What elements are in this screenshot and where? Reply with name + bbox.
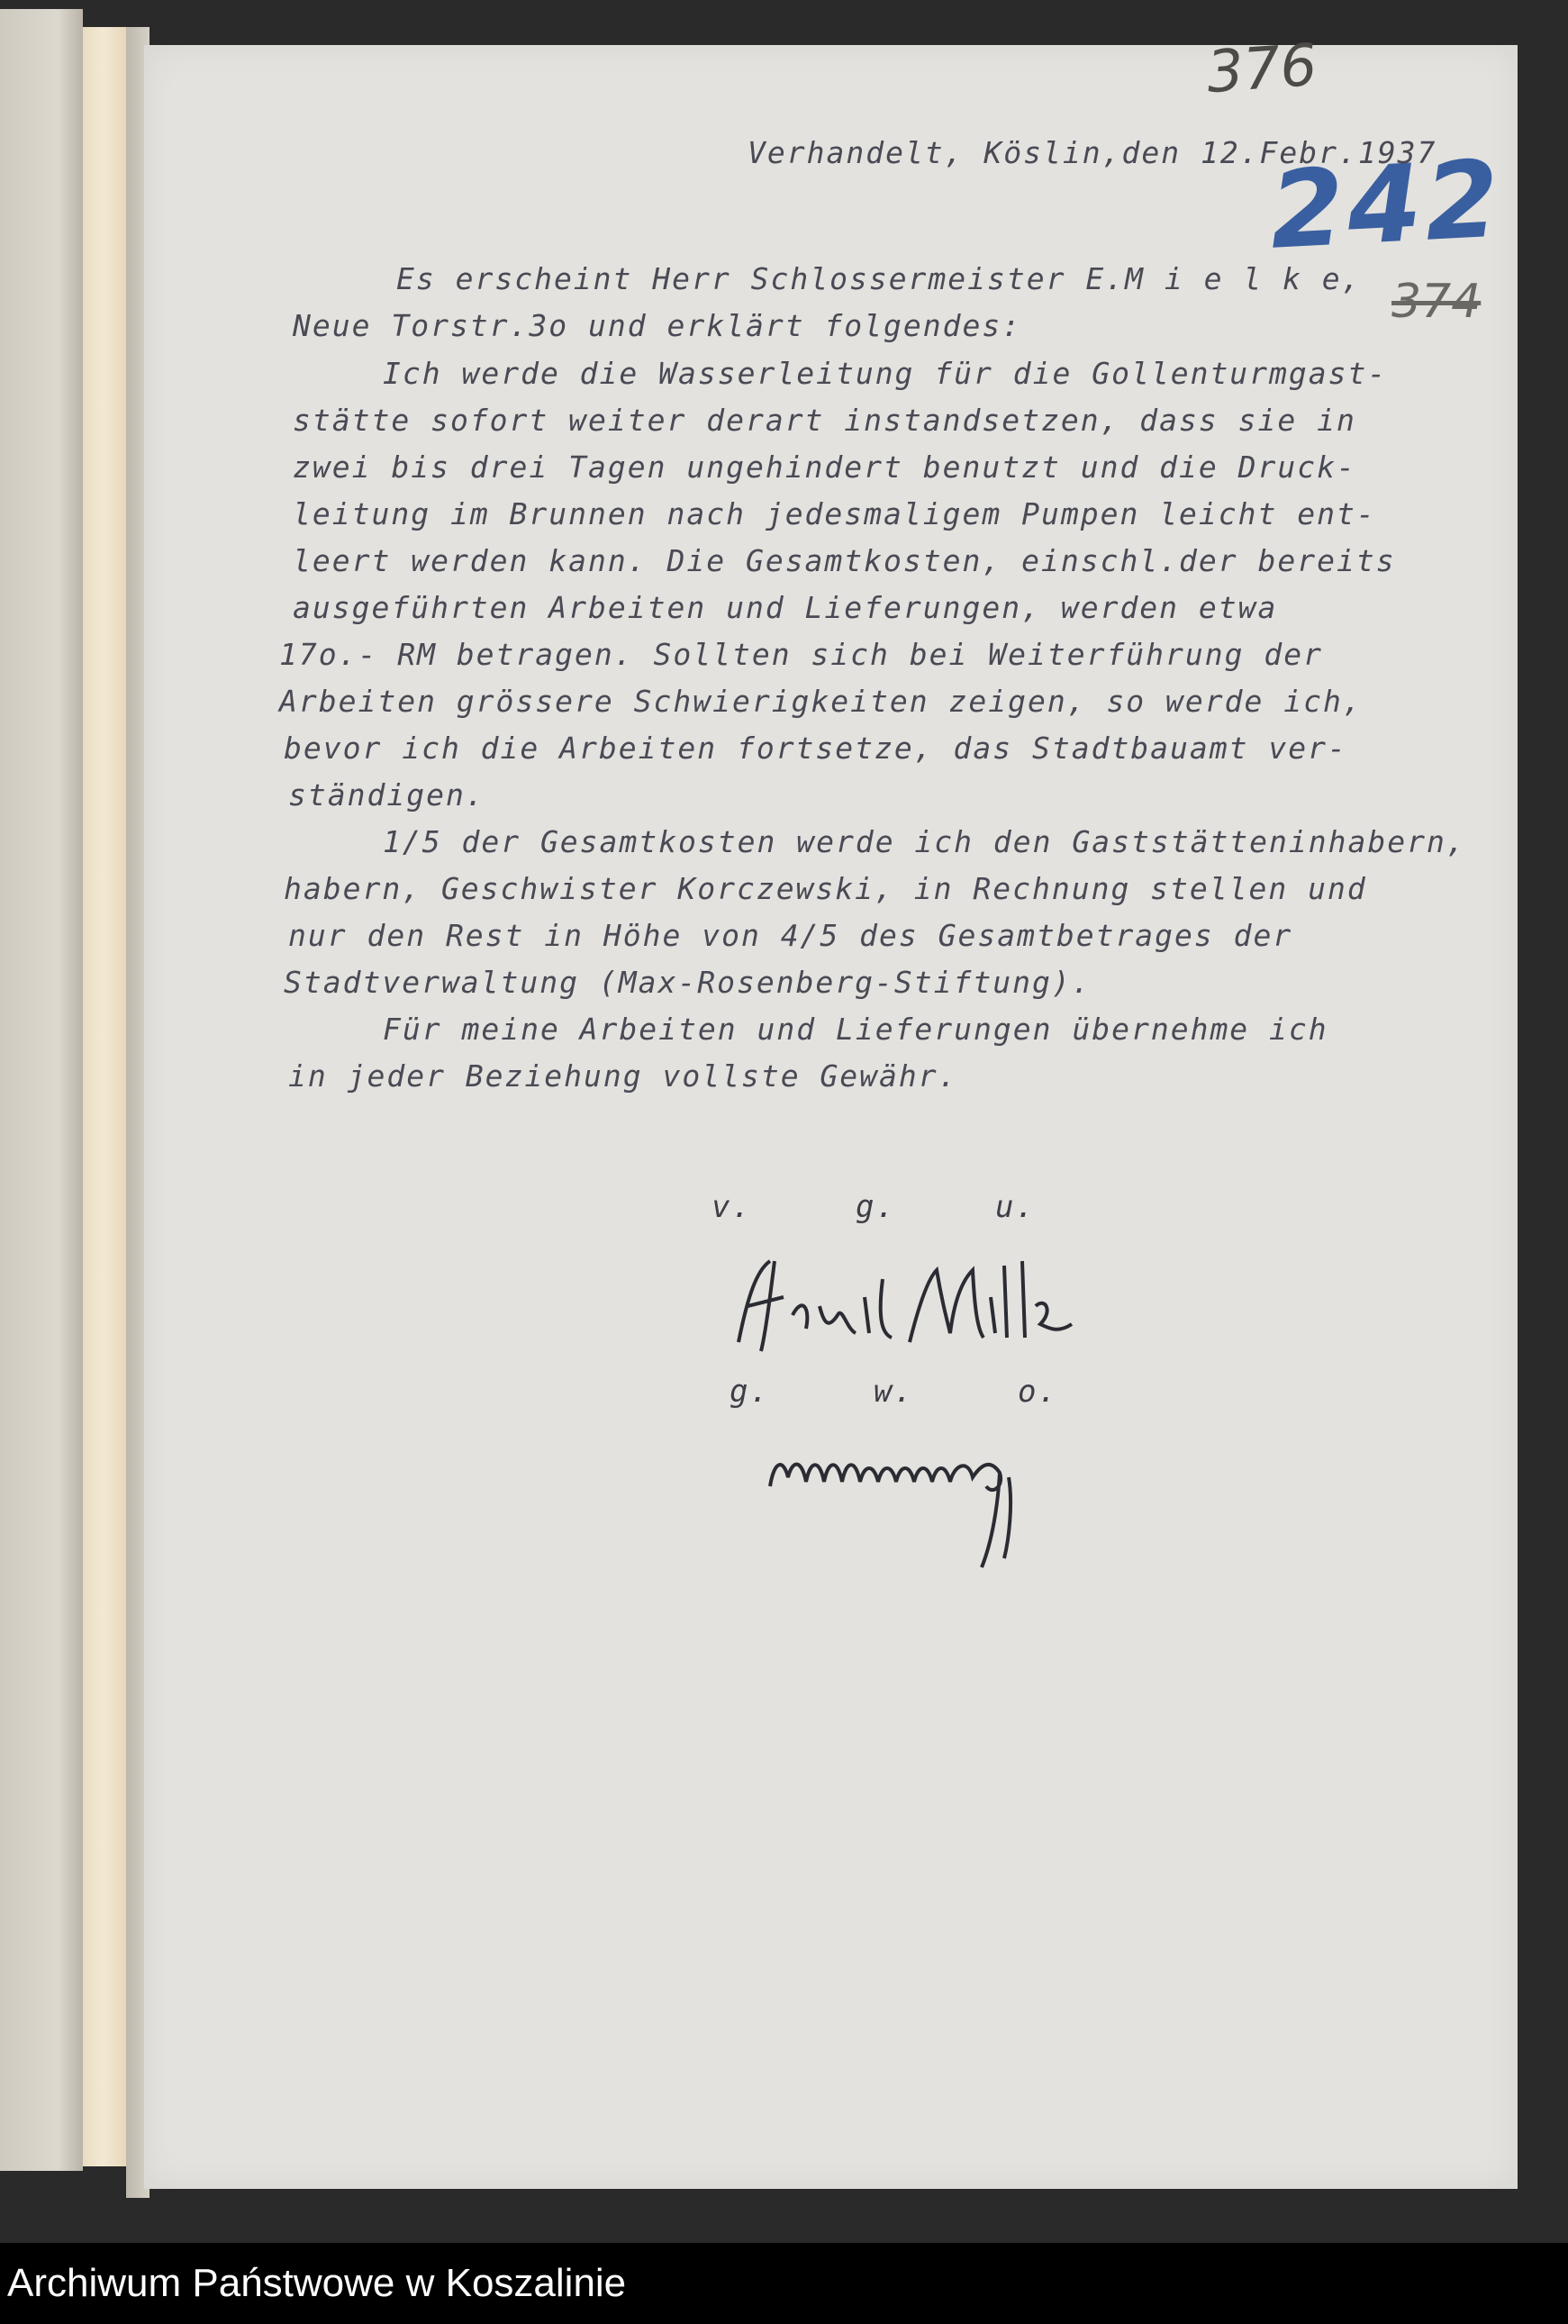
struck-folio-number: 374 [1391, 275, 1482, 329]
text-line: Neue Torstr.3o und erklärt folgendes: [293, 308, 1022, 343]
text-line: 1/5 der Gesamtkosten werde ich den Gaststätteninhabern, [383, 824, 1466, 859]
vgu-letter: v. [711, 1189, 752, 1225]
text-line: 17o.- RM betragen. Sollten sich bei Weiterführung der [279, 637, 1323, 672]
text-line: Es erscheint Herr Schlossermeister E.M i e l k e, [396, 261, 1362, 296]
vgu-letter: g. [856, 1189, 896, 1225]
text-line: ausgeführten Arbeiten und Lieferungen, werden etwa [293, 590, 1278, 625]
gwo-letter: w. [874, 1374, 914, 1410]
gwo-letter: o. [1018, 1374, 1058, 1410]
text-line: nur den Rest in Höhe von 4/5 des Gesamtbetrages der [288, 918, 1293, 953]
folder-edge [83, 27, 132, 2166]
pencil-folio-number: 376 [1204, 32, 1319, 107]
text-line: zwei bis drei Tagen ungehindert benutzt und die Druck- [293, 449, 1356, 485]
text-line: in jeder Beziehung vollste Gewähr. [288, 1058, 958, 1094]
text-line: leert werden kann. Die Gesamtkosten, einschl.der bereits [293, 543, 1396, 578]
text-line: Für meine Arbeiten und Lieferungen übernehme ich [383, 1012, 1328, 1047]
text-line: leitung im Brunnen nach jedesmaligem Pumpen leicht ent- [293, 496, 1376, 531]
archive-footer [0, 2243, 1568, 2324]
archive-name: Archiwum Państwowe w Koszalinie [7, 2261, 627, 2305]
left-page-edge [0, 9, 83, 2171]
text-line: ständigen. [288, 777, 485, 812]
text-line: Ich werde die Wasserleitung für die Gollenturmgast- [383, 356, 1388, 391]
blue-folio-number: 242 [1266, 136, 1506, 273]
signature-mielke [721, 1243, 1099, 1369]
place-date-line: Verhandelt, Köslin,den 12.Febr.1937 [748, 135, 1437, 170]
text-line: bevor ich die Arbeiten fortsetze, das Stadtbauamt ver- [284, 731, 1347, 766]
text-line: Arbeiten grössere Schwierigkeiten zeigen, so werde ich, [279, 684, 1363, 719]
vgu-letter: u. [995, 1189, 1036, 1225]
gwo-letter: g. [730, 1374, 770, 1410]
signature-manning [757, 1423, 1099, 1576]
text-line: Stadtverwaltung (Max-Rosenberg-Stiftung). [284, 965, 1092, 1000]
text-line: habern, Geschwister Korczewski, in Rechnung stellen und [284, 871, 1367, 906]
text-line: stätte sofort weiter derart instandsetzen, dass sie in [293, 403, 1356, 438]
